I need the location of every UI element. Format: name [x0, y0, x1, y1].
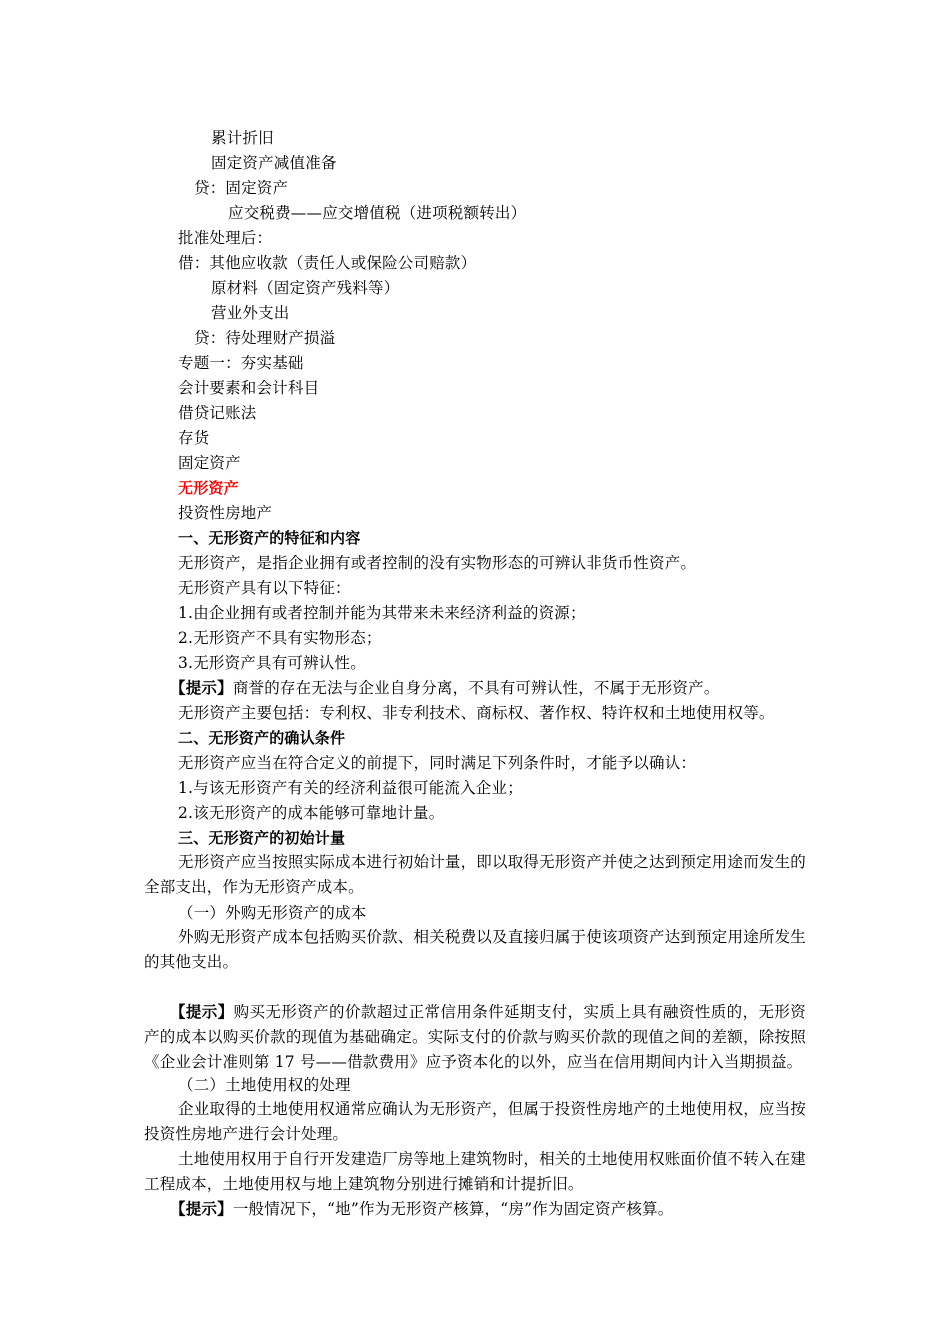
contents-text: 无形资产主要包括：专利权、非专利技术、商标权、著作权、特许权和土地使用权等。 — [178, 704, 775, 722]
tip-text: 一般情况下，“地”作为无形资产核算，“房”作为固定资产核算。 — [232, 1200, 674, 1218]
paragraph-purchased-cost: 外购无形资产成本包括购买价款、相关税费以及直接归属于使该项资产达到预定用途所发生的其他支出。 — [144, 928, 807, 971]
section-heading: 一、无形资产的特征和内容 — [178, 529, 361, 547]
subsection-title: （一）外购无形资产的成本 — [178, 904, 367, 922]
journal-line-debit-other-receivables: 借：其他应收款（责任人或保险公司赔款） — [178, 254, 477, 272]
tip-line — [170, 678, 720, 698]
conditions-intro: 无形资产应当在符合定义的前提下，同时满足下列条件时，才能予以确认： — [178, 754, 697, 772]
toc-item: 固定资产 — [178, 454, 241, 472]
definition-text: 无形资产，是指企业拥有或者控制的没有实物形态的可辨认非货币性资产。 — [178, 554, 697, 572]
journal-line-credit-pending-loss: 贷：待处理财产损溢 — [194, 329, 336, 347]
journal-line-accumulated-depreciation: 累计折旧 — [211, 129, 274, 147]
tip-text: 购买无形资产的价款超过正常信用条件延期支付，实质上具有融资性质的，无形资产的成本以购买价款的现值为基础确定。实际支付的价款与购买价款的现值之间的差额，除按照《企业会计准则第 17 号——借款费用》应予资本化的以外，应当在信用期间内计入当期损益。 — [144, 1003, 806, 1071]
journal-line-raw-materials: 原材料（固定资产残料等） — [211, 279, 400, 297]
feature-item: 1.由企业拥有或者控制并能为其带来未来经济利益的资源； — [178, 604, 586, 622]
paragraph-land-use-construction: 土地使用权用于自行开发建造厂房等地上建筑物时，相关的土地使用权账面价值不转入在建工程成本，土地使用权与地上建筑物分别进行摊销和计提折旧。 — [144, 1150, 807, 1193]
feature-item: 2.无形资产不具有实物形态； — [178, 629, 382, 647]
condition-item: 2.该无形资产的成本能够可靠地计量。 — [178, 804, 445, 822]
features-intro: 无形资产具有以下特征： — [178, 579, 351, 597]
tip-line — [170, 1199, 674, 1219]
toc-item-current: 无形资产 — [178, 479, 239, 497]
paragraph-tip-deferred-payment — [144, 1000, 806, 1075]
toc-topic: 专题一：夯实基础 — [178, 354, 304, 372]
paragraph-land-use-right: 企业取得的土地使用权通常应确认为无形资产，但属于投资性房地产的土地使用权，应当按投资性房地产进行会计处理。 — [144, 1100, 807, 1143]
paragraph-initial-measurement: 无形资产应当按照实际成本进行初始计量，即以取得无形资产并使之达到预定用途而发生的全部支出，作为无形资产成本。 — [144, 853, 807, 896]
tip-label: 【提示】 — [170, 1003, 234, 1021]
section-heading: 二、无形资产的确认条件 — [178, 729, 346, 747]
journal-line-vat-transfer: 应交税费——应交增值税（进项税额转出） — [228, 204, 527, 222]
journal-line-after-approval: 批准处理后： — [178, 229, 273, 247]
journal-line-impairment-provision: 固定资产减值准备 — [211, 154, 337, 172]
toc-item: 投资性房地产 — [178, 504, 273, 522]
tip-label: 【提示】 — [170, 679, 233, 697]
journal-line-non-operating-expense: 营业外支出 — [211, 304, 290, 322]
condition-item: 1.与该无形资产有关的经济利益很可能流入企业； — [178, 779, 523, 797]
toc-item: 会计要素和会计科目 — [178, 379, 320, 397]
feature-item: 3.无形资产具有可辨认性。 — [178, 654, 366, 672]
toc-item: 借贷记账法 — [178, 404, 257, 422]
toc-item: 存货 — [178, 429, 210, 447]
section-heading: 三、无形资产的初始计量 — [178, 829, 346, 847]
tip-text: 商誉的存在无法与企业自身分离，不具有可辨认性，不属于无形资产。 — [232, 679, 720, 697]
journal-line-credit-fixed-assets: 贷：固定资产 — [194, 179, 289, 197]
tip-label: 【提示】 — [170, 1200, 233, 1218]
subsection-title: （二）土地使用权的处理 — [178, 1076, 351, 1094]
